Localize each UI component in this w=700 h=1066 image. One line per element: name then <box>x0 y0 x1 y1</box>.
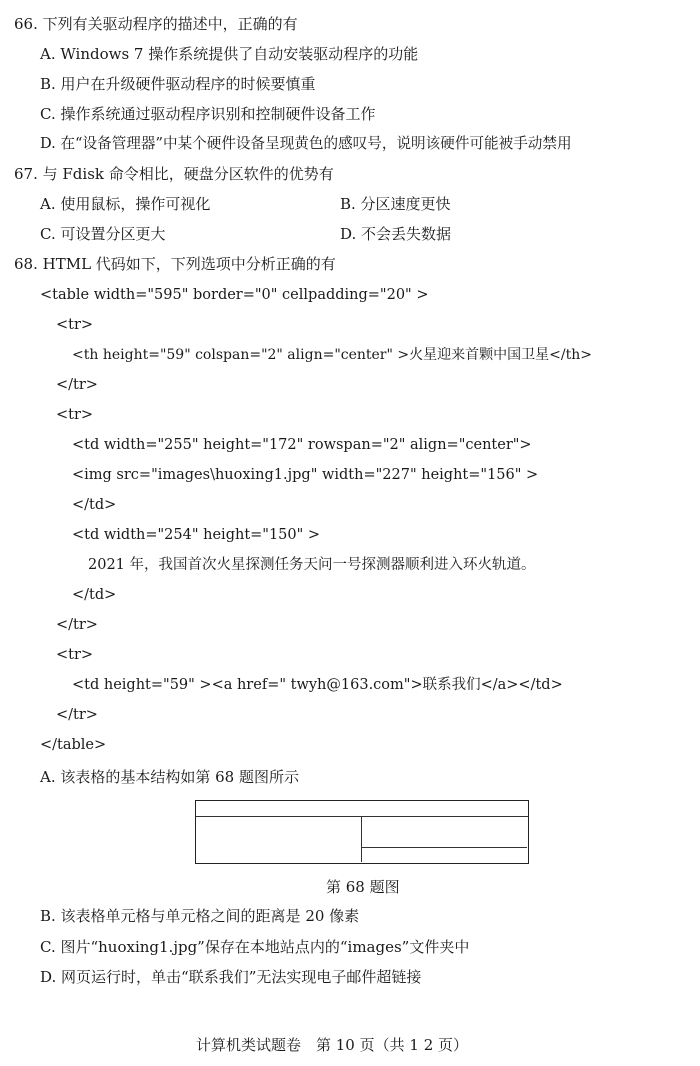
code-line-8: </td> <box>72 497 117 513</box>
code-line-14: <td height="59" ><a href=" twyh@163.com">联系我们</a></td> <box>72 677 563 693</box>
code-line-10: 2021 年，我国首次火星探测任务天问一号探测器顺利进入环火轨道。 <box>88 557 536 573</box>
code-line-13: <tr> <box>56 647 94 663</box>
q67-option-a: A. 使用鼠标，操作可视化 <box>40 195 211 213</box>
code-line-3: <th height="59" colspan="2" align="center" >火星迎来首颗中国卫星</th> <box>72 347 592 363</box>
code-line-4: </tr> <box>56 377 98 393</box>
code-line-16: </table> <box>40 737 107 753</box>
q66-stem: 66. 下列有关驱动程序的描述中，正确的有 <box>14 15 298 33</box>
diagram-cell-divider <box>361 847 527 848</box>
code-line-11: </td> <box>72 587 117 603</box>
code-line-2: <tr> <box>56 317 94 333</box>
q66-option-d: D. 在“设备管理器”中某个硬件设备呈现黄色的感叹号，说明该硬件可能被手动禁用 <box>40 135 572 152</box>
diagram-column-divider <box>361 816 362 862</box>
q67-option-d: D. 不会丢失数据 <box>340 225 452 243</box>
table-structure-diagram <box>195 800 529 864</box>
q68-option-d: D. 网页运行时，单击“联系我们”无法实现电子邮件超链接 <box>40 968 422 986</box>
code-line-7: <img src="images\huoxing1.jpg" width="227" height="156" > <box>72 467 539 483</box>
q67-option-b: B. 分区速度更快 <box>340 195 451 213</box>
q66-option-b: B. 用户在升级硬件驱动程序的时候要慎重 <box>40 75 316 93</box>
q66-option-c: C. 操作系统通过驱动程序识别和控制硬件设备工作 <box>40 105 376 123</box>
code-line-15: </tr> <box>56 707 98 723</box>
code-line-1: <table width="595" border="0" cellpadding="20" > <box>40 287 429 303</box>
q66-option-a: A. Windows 7 操作系统提供了自动安装驱动程序的功能 <box>40 45 419 63</box>
code-line-9: <td width="254" height="150" > <box>72 527 321 543</box>
q68-stem: 68. HTML 代码如下，下列选项中分析正确的有 <box>14 255 336 273</box>
diagram-row-divider <box>196 816 528 817</box>
code-line-12: </tr> <box>56 617 98 633</box>
q68-option-c: C. 图片“huoxing1.jpg”保存在本地站点内的“images”文件夹中 <box>40 938 470 956</box>
code-line-6: <td width="255" height="172" rowspan="2" align="center"> <box>72 437 532 453</box>
figure-caption: 第 68 题图 <box>326 878 400 896</box>
code-line-5: <tr> <box>56 407 94 423</box>
q67-stem: 67. 与 Fdisk 命令相比，硬盘分区软件的优势有 <box>14 165 334 183</box>
q67-option-c: C. 可设置分区更大 <box>40 225 166 243</box>
q68-option-a: A. 该表格的基本结构如第 68 题图所示 <box>40 768 299 786</box>
q68-option-b: B. 该表格单元格与单元格之间的距离是 20 像素 <box>40 907 360 925</box>
page-footer: 计算机类试题卷 第 10 页（共 1 2 页） <box>196 1036 469 1054</box>
